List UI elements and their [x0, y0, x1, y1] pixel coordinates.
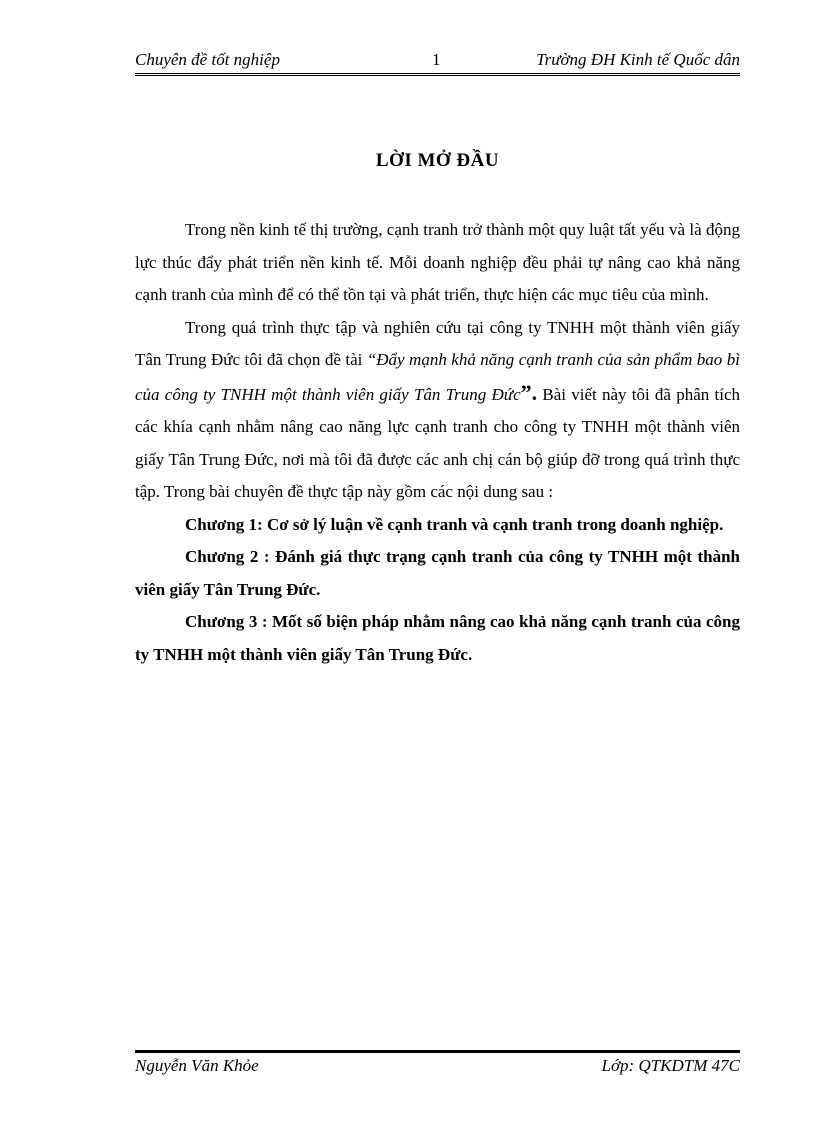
chapter-2: Chương 2 : Đánh giá thực trạng cạnh tranh của công ty TNHH một thành viên giấy Tân Trung Đức. [135, 547, 740, 599]
chapter-1: Chương 1: Cơ sở lý luận về cạnh tranh và cạnh tranh trong doanh nghiệp. [185, 514, 724, 534]
header-rule [135, 73, 740, 76]
header-course-label: Chuyên đề tốt nghiệp [135, 50, 280, 69]
footer-rule [135, 1050, 740, 1053]
topic-text-after: Bài viết này tôi đã phân tích các khía cạnh nhằm nâng cao năng lực cạnh tranh cho công ty TNHH một thành viên giấy Tân Trung Đức, nơi mà tôi đã được các anh chị cán bộ giúp đỡ trong quá trình thực tập. Trong bài chuyên đề thực tập này gồm các nội dung sau : [135, 384, 740, 501]
page-number: 1 [432, 50, 441, 69]
topic-quote: “Đẩy mạnh khả năng cạnh tranh của sản phẩm bao bì của công ty TNHH một thành viên giấy Tân Trung Đức [135, 350, 740, 404]
footer-author: Nguyễn Văn Khỏe [135, 1056, 259, 1075]
page-title: LỜI MỞ ĐẦU [375, 150, 500, 171]
topic-text-before: Trong quá trình thực tập và nghiên cứu tại công ty TNHH một thành viên giấy Tân Trung Đức tôi đã chọn đề tài [135, 317, 740, 369]
document-body [135, 214, 740, 671]
page-header [135, 50, 740, 72]
header-university: Trường ĐH Kinh tế Quốc dân [536, 50, 740, 69]
page-footer [135, 1056, 740, 1078]
paragraph-topic [135, 312, 740, 509]
paragraph-intro: Trong nền kinh tế thị trường, cạnh tranh trở thành một quy luật tất yếu và là động lực thúc đẩy phát triển nền kinh tế. Mỗi doanh nghiệp đều phải tự nâng cao khả năng cạnh tranh của mình để có thể tồn tại và phát triển, thực hiện các mục tiêu của mình. [135, 220, 740, 304]
topic-quote-close: ”. [520, 379, 538, 405]
chapter-3: Chương 3 : Mốt số biện pháp nhằm nâng cao khả năng cạnh tranh của công ty TNHH một thành viên giấy Tân Trung Đức. [135, 612, 740, 664]
footer-class: Lớp: QTKDTM 47C [601, 1056, 740, 1075]
